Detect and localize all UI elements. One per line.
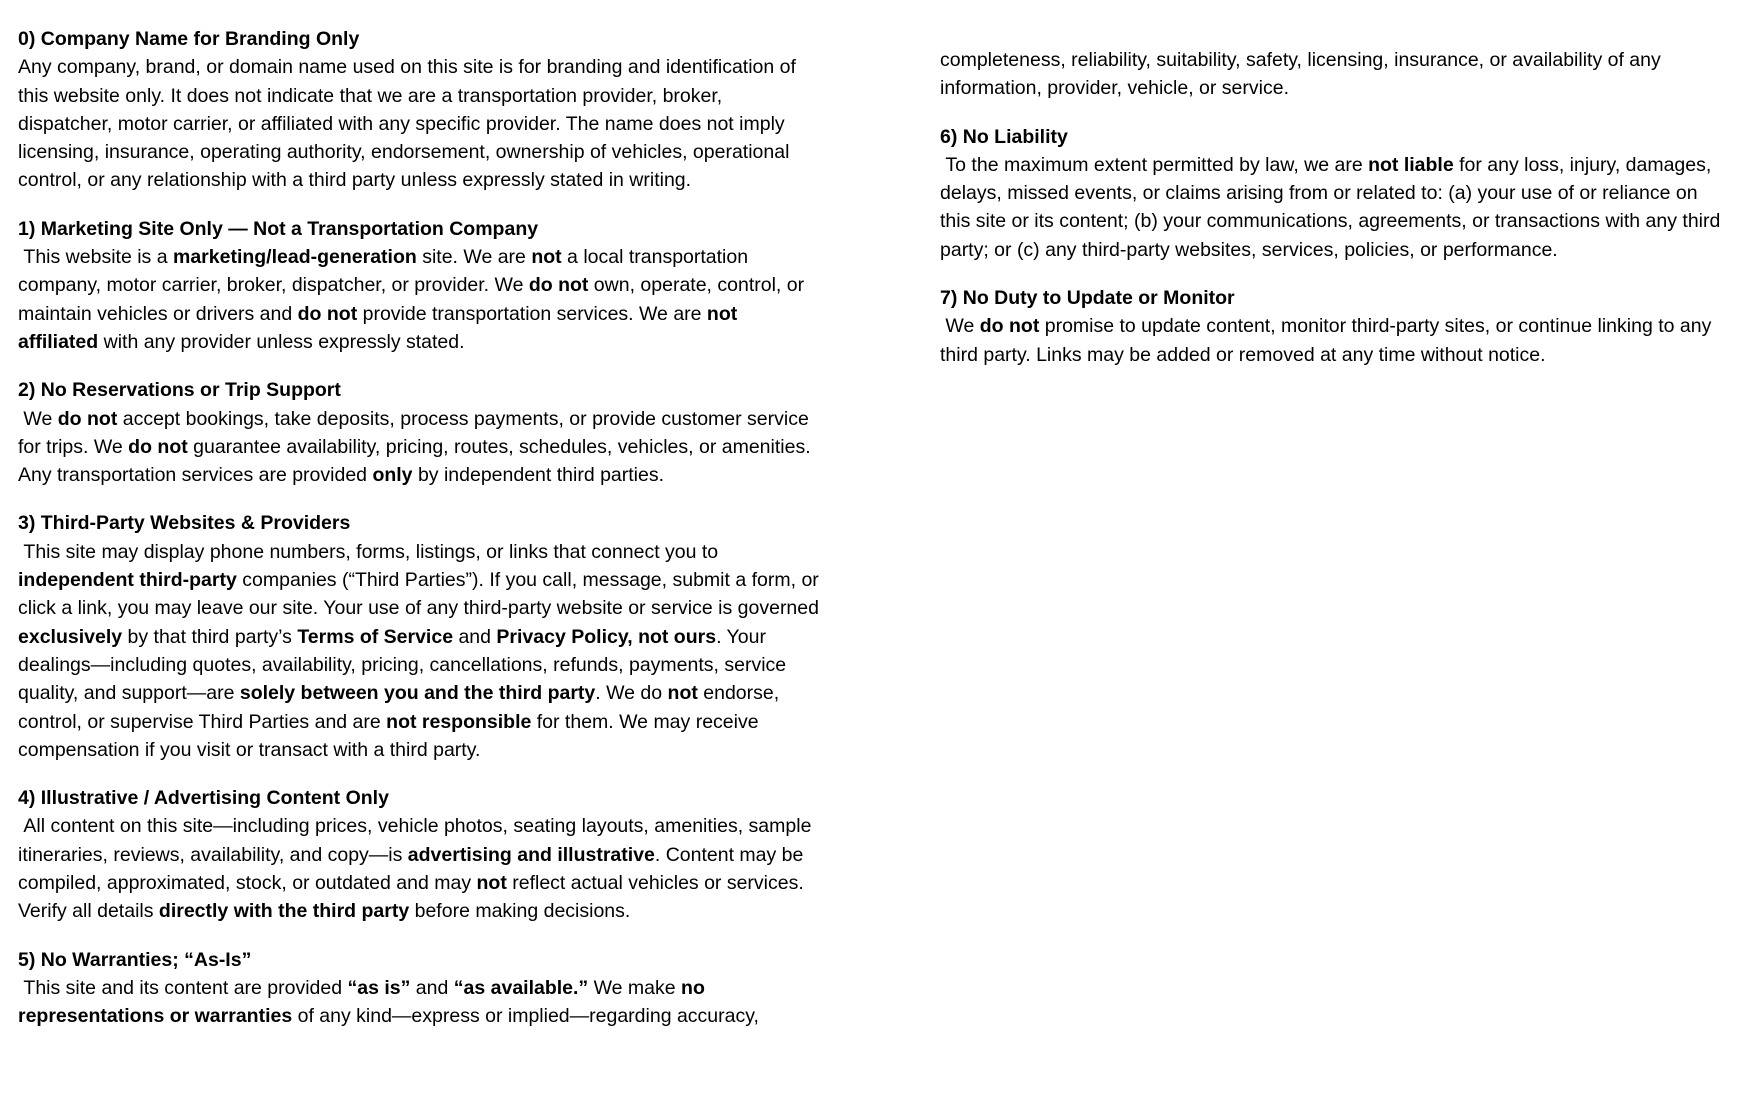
text-run: and [453, 625, 497, 648]
section-7-no-duty-to-update [940, 284, 1732, 369]
section-heading: 0) Company Name for Branding Only [18, 28, 360, 50]
section-heading: 5) No Warranties; “As-Is” [18, 948, 252, 971]
bold-text-run: not liable [1368, 153, 1454, 176]
text-run: by that third party’s [122, 625, 298, 648]
text-run: To the maximum extent permitted by law, we are [940, 153, 1369, 176]
text-run: guarantee availability, pricing, routes, schedules, vehicles, or amenities. Any transportation services are provided [18, 435, 815, 487]
section-heading: 4) Illustrative / Advertising Content Only [18, 787, 389, 810]
text-run: site. We are [416, 246, 532, 269]
text-run: a local transportation company, motor carrier, broker, dispatcher, or provider. We [18, 246, 754, 297]
text-run: completeness, reliability, suitability, safety, licensing, insurance, or availability of any information, provider, vehicle, or service. [940, 49, 1667, 100]
bold-text-run: independent third-party [18, 569, 237, 592]
section-body [18, 812, 820, 925]
section-body [18, 243, 820, 356]
text-run: We [18, 407, 58, 430]
text-run: for them. We may receive compensation if you visit or transact with a third party. [18, 710, 764, 761]
text-run: companies (“Third Parties”). If you call, message, submit a form, or click a link, you may leave our site. Your use of any third-party website or service is governed [18, 569, 825, 620]
section-body [18, 974, 820, 1031]
text-run: This website is a [18, 246, 173, 269]
section-heading: 2) No Reservations or Trip Support [18, 379, 341, 402]
text-run: Any company, brand, or domain name used on this site is for branding and identification of this website only. It does not indicate that we are a transportation provider, broker, dispatcher, motor carrier, or affiliated with any specific provider. The name does not imply licensing, insurance, operating authority, endorsement, ownership of vehicles, operational control, or any relationship with a third party unless expressly stated in writing. [18, 56, 802, 192]
text-run: . We do [595, 682, 668, 705]
bold-text-run: do not [297, 302, 358, 325]
bold-text-run: “as available.” [453, 976, 589, 999]
text-run: . Your dealings—including quotes, availability, pricing, cancellations, refunds, payments, service quality, and support—are [18, 625, 792, 705]
section-3-third-party-websites [18, 509, 825, 764]
section-6-no-liability [940, 123, 1732, 264]
text-run: before making decisions. [409, 900, 631, 923]
bold-text-run: directly with the third party [158, 900, 410, 923]
text-run: This site and its content are provided [18, 976, 348, 999]
text-run: for any loss, injury, damages, delays, missed events, or claims arising from or related to: (a) your use of or reliance on this site or its content; (b) your communications, agreements, or transactions with any third party; or (c) any third-party websites, services, policies, or performance. [940, 153, 1726, 261]
bold-text-run: marketing/lead-generation [172, 246, 417, 269]
section-heading: 6) No Liability [940, 125, 1068, 148]
bold-text-run: no representations or warranties [18, 976, 711, 1028]
section-0-company-name-branding [18, 25, 820, 195]
bold-text-run: not responsible [386, 710, 532, 733]
text-run: accept bookings, take deposits, process payments, or provide customer service for trips. We [18, 407, 815, 458]
text-run: This site may display phone numbers, forms, listings, or links that connect you to [18, 540, 724, 563]
text-run: endorse, control, or supervise Third Parties and are [18, 682, 785, 733]
text-run: promise to update content, monitor third-party sites, or continue linking to any third party. Links may be added or removed at any time without notice. [940, 315, 1717, 366]
left-column [18, 25, 825, 1051]
bold-text-run: not ours [638, 625, 717, 648]
section-body [18, 538, 825, 764]
text-run: All content on this site—including prices, vehicle photos, seating layouts, amenities, sample itineraries, reviews, availability, and copy—is [18, 815, 817, 866]
bold-text-run: do not [57, 407, 118, 430]
text-run: with any provider unless expressly stated. [98, 330, 465, 353]
section-body [940, 312, 1732, 369]
section-heading: 7) No Duty to Update or Monitor [940, 287, 1235, 310]
section-body [940, 151, 1732, 264]
bold-text-run: Terms of Service [297, 625, 454, 648]
two-column-layout [18, 25, 1752, 1051]
bold-text-run: not [476, 872, 507, 895]
text-run: We make [588, 976, 682, 999]
text-run: and [410, 976, 454, 999]
bold-text-run: only [372, 464, 413, 487]
bold-text-run: do not [528, 274, 589, 297]
section-1-marketing-site-only [18, 215, 820, 356]
text-run: by independent third parties. [412, 464, 665, 487]
section-heading: 1) Marketing Site Only — Not a Transportation Company [18, 217, 539, 240]
text-run: We [940, 315, 980, 338]
bold-text-run: do not [128, 435, 188, 458]
bold-text-run: not [531, 246, 562, 269]
text-run: . Content may be compiled, approximated, stock, or outdated and may [18, 843, 809, 895]
section-4-illustrative-content [18, 784, 820, 925]
bold-text-run: solely between you and the third party [239, 682, 596, 705]
text-run: provide transportation services. We are [357, 302, 707, 325]
bold-text-run: not affiliated [18, 302, 743, 353]
section-body [940, 46, 1732, 103]
section-body [18, 405, 820, 490]
text-run: of any kind—express or implied—regarding accuracy, [292, 1005, 759, 1028]
bold-text-run: Privacy Policy, [496, 625, 633, 648]
bold-text-run: “as is” [347, 976, 411, 999]
right-column [940, 46, 1732, 389]
text-run: own, operate, control, or maintain vehicles or drivers and [18, 274, 810, 325]
section-heading: 3) Third-Party Websites & Providers [18, 512, 351, 535]
text-run: reflect actual vehicles or services. Verify all details [18, 872, 810, 923]
bold-text-run: do not [979, 315, 1040, 338]
section-2-no-reservations [18, 376, 820, 489]
bold-text-run: exclusively [18, 625, 123, 648]
section-body [18, 53, 820, 194]
bold-text-run: advertising and illustrative [407, 843, 655, 866]
section-5-no-warranties [18, 946, 820, 1031]
section-5-continuation [940, 46, 1732, 103]
bold-text-run: not [667, 682, 698, 705]
